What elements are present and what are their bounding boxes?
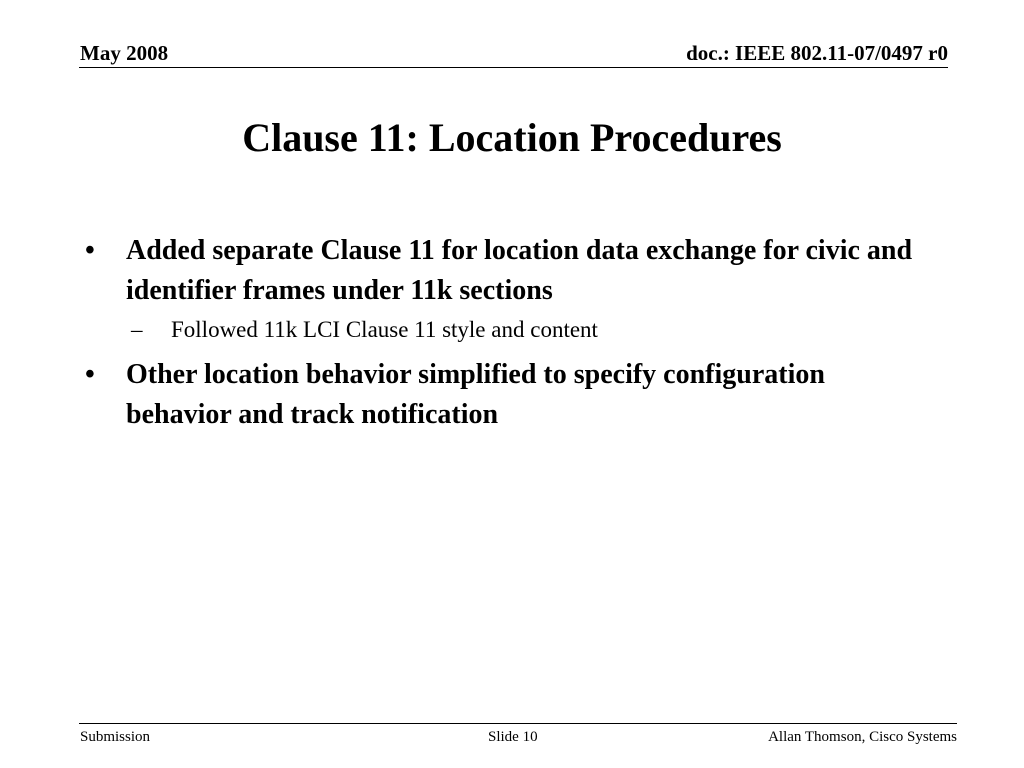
bullet-marker: • [85,235,95,266]
bullet-marker: • [85,359,95,390]
bullet-item [85,231,935,311]
header-date: May 2008 [80,41,169,65]
footer-slide-number: Slide 10 [488,729,538,745]
sub-bullet-marker: – [131,317,143,342]
footer-divider [79,723,957,724]
bullet-text: Other location behavior simplified to specify configuration behavior and track notification [126,359,825,430]
footer-submission: Submission [80,729,151,745]
slide-title: Clause 11: Location Procedures [242,115,782,160]
slide-content [85,231,935,435]
sub-bullet-item [85,314,935,346]
header-doc-id: doc.: IEEE 802.11-07/0497 r0 [686,41,948,65]
bullet-text: Added separate Clause 11 for location data exchange for civic and identifier frames under 11k sections [126,235,913,306]
footer-author: Allan Thomson, Cisco Systems [768,729,957,745]
bullet-item [85,355,935,435]
sub-bullet-text: Followed 11k LCI Clause 11 style and content [171,317,598,342]
header-divider [79,67,948,68]
